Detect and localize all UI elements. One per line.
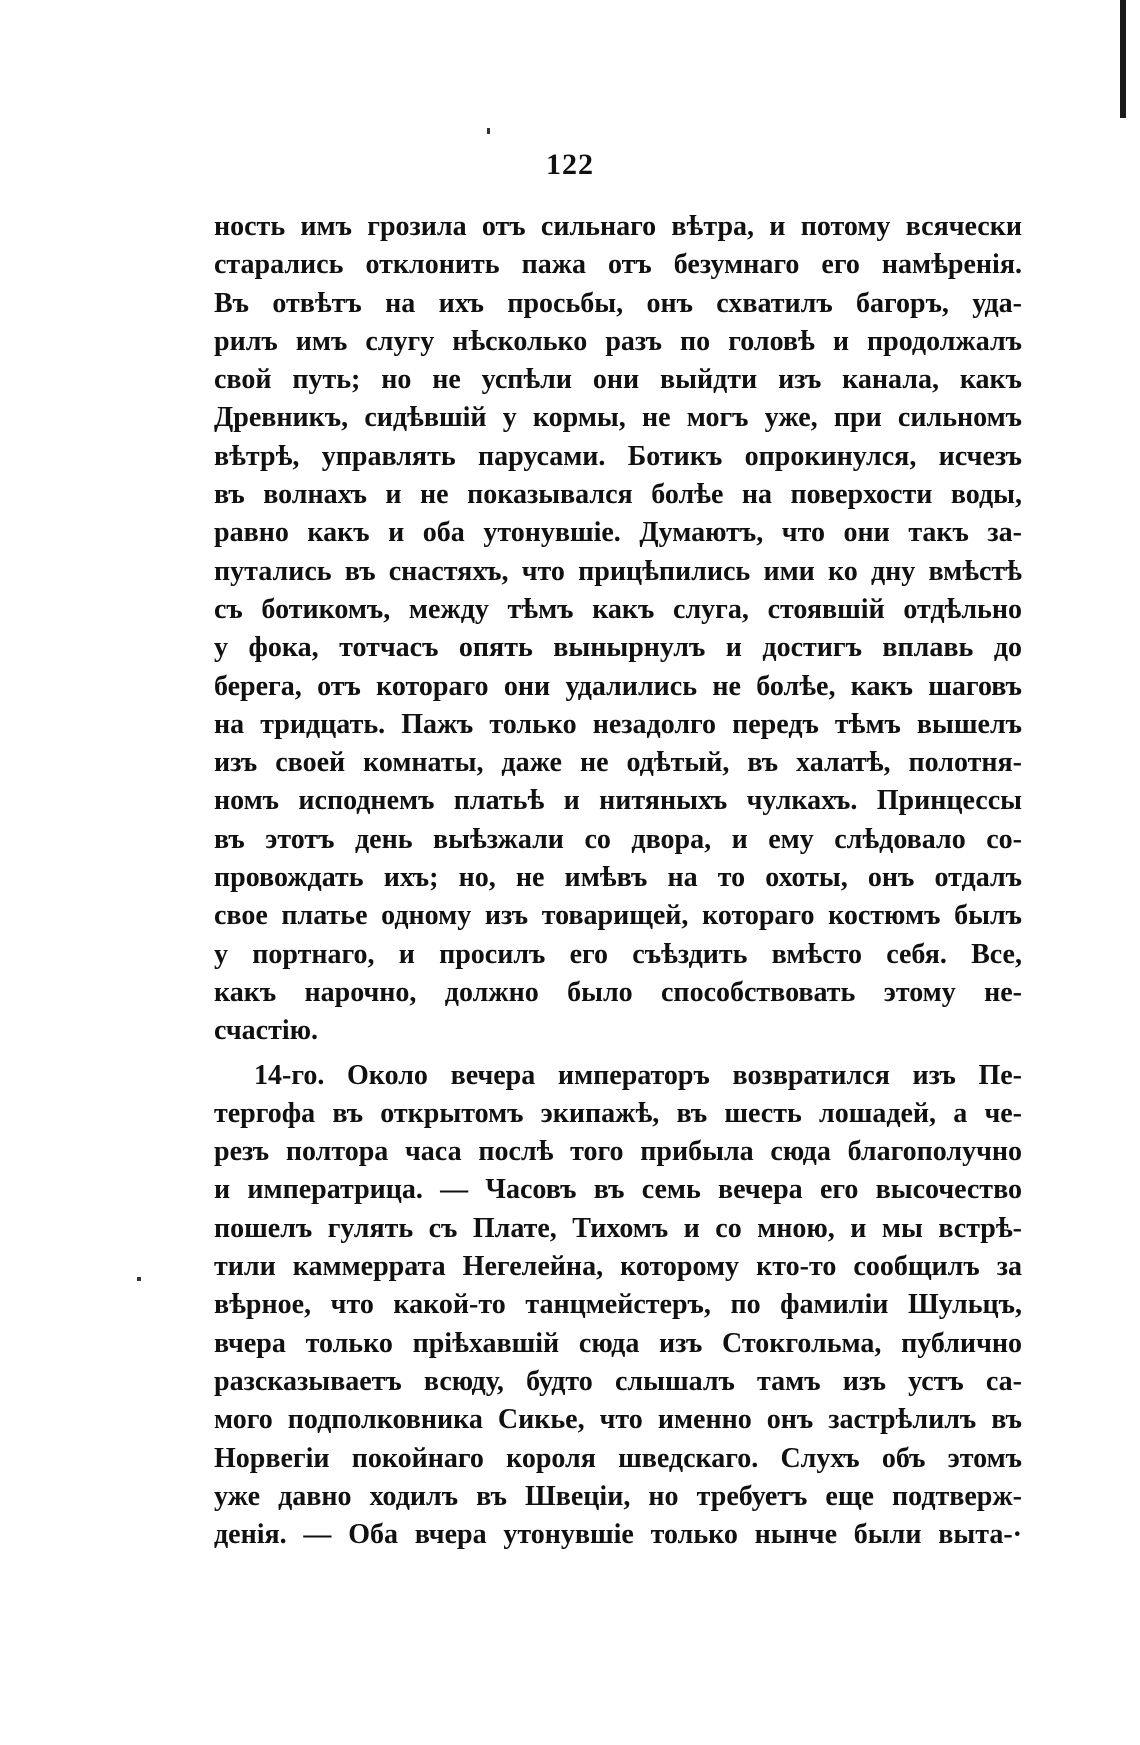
text-line: счастію. bbox=[214, 1015, 319, 1047]
text-line: пошелъ гулять съ Плате, Тихомъ и со мною, и мы встрѣ- bbox=[214, 1212, 1022, 1244]
text-line: номъ исподнемъ платьѣ и нитяныхъ чулкахъ. Принцессы bbox=[214, 785, 1022, 817]
text-line: старались отклонить пажа отъ безумнаго его намѣренія. bbox=[214, 249, 1022, 281]
text-line: уже давно ходилъ въ Швеціи, но требуетъ еще подтверж- bbox=[214, 1480, 1022, 1512]
text-line: вчера только пріѣхавшій сюда изъ Стокгольма, публично bbox=[214, 1327, 1022, 1359]
text-line: резъ полтора часа послѣ того прибыла сюда благополучно bbox=[214, 1136, 1022, 1168]
text-line: какъ нарочно, должно было способствовать этому не- bbox=[214, 976, 1022, 1008]
text-line: 14-го. Около вечера императоръ возвратился изъ Пе- bbox=[254, 1059, 1022, 1091]
text-line: вѣтрѣ, управлять парусами. Ботикъ опрокинулся, исчезъ bbox=[214, 440, 1022, 472]
text-line: свой путь; но не успѣли они выйдти изъ канала, какъ bbox=[214, 364, 1022, 396]
scan-speck bbox=[137, 1277, 141, 1281]
page-number: 122 bbox=[546, 148, 594, 181]
text-line: Норвегіи покойнаго короля шведскаго. Слухъ объ этомъ bbox=[214, 1442, 1022, 1474]
text-line: Древникъ, сидѣвшій у кормы, не могъ уже, при сильномъ bbox=[214, 402, 1022, 434]
text-line: вѣрное, что какой-то танцмейстеръ, по фамиліи Шульцъ, bbox=[214, 1289, 1022, 1321]
paragraph bbox=[214, 208, 1022, 1051]
page-edge-shadow bbox=[1120, 0, 1126, 118]
paragraph bbox=[214, 1057, 1022, 1555]
text-line: изъ своей комнаты, даже не одѣтый, въ халатѣ, полотня- bbox=[214, 747, 1022, 779]
scan-speck bbox=[487, 128, 490, 134]
text-line: у портнаго, и просилъ его съѣздить вмѣсто себя. Все, bbox=[214, 938, 1022, 970]
body-text bbox=[214, 208, 1022, 1554]
text-line: мого подполковника Сикье, что именно онъ застрѣлилъ въ bbox=[214, 1404, 1022, 1436]
text-line: провождать ихъ; но, не имѣвъ на то охоты, онъ отдалъ bbox=[214, 862, 1022, 894]
text-line: тергофа въ открытомъ экипажѣ, въ шесть лошадей, а че- bbox=[214, 1097, 1022, 1129]
text-line: тили каммеррата Негелейна, которому кто-то сообщилъ за bbox=[214, 1251, 1022, 1283]
text-line: и императрица. — Часовъ въ семь вечера его высочество bbox=[214, 1174, 1022, 1206]
text-line: Въ отвѣтъ на ихъ просьбы, онъ схватилъ багоръ, уда- bbox=[214, 287, 1022, 319]
text-line: берега, отъ котораго они удалились не болѣе, какъ шаговъ bbox=[214, 670, 1022, 702]
text-line: разсказываетъ всюду, будто слышалъ тамъ изъ устъ са- bbox=[214, 1365, 1022, 1397]
text-line: денія. — Оба вчера утонувшіе только нынче были выта-· bbox=[214, 1519, 1022, 1551]
text-line: равно какъ и оба утонувшіе. Думаютъ, что они такъ за- bbox=[214, 517, 1022, 549]
text-line: путались въ снастяхъ, что прицѣпились ими ко дну вмѣстѣ bbox=[214, 555, 1022, 587]
text-line: на тридцать. Пажъ только незадолго передъ тѣмъ вышелъ bbox=[214, 708, 1022, 740]
text-line: рилъ имъ слугу нѣсколько разъ по головѣ и продолжалъ bbox=[214, 325, 1022, 357]
text-line: съ ботикомъ, между тѣмъ какъ слуга, стоявшій отдѣльно bbox=[214, 593, 1022, 625]
text-line: свое платье одному изъ товарищей, котораго костюмъ былъ bbox=[214, 900, 1022, 932]
text-line: у фока, тотчасъ опять вынырнулъ и достигъ вплавь до bbox=[214, 632, 1022, 664]
text-line: ность имъ грозила отъ сильнаго вѣтра, и потому всячески bbox=[214, 211, 1022, 242]
text-line: въ этотъ день выѣзжали со двора, и ему слѣдовало со- bbox=[214, 823, 1022, 855]
text-line: въ волнахъ и не показывался болѣе на поверхости воды, bbox=[214, 479, 1022, 511]
